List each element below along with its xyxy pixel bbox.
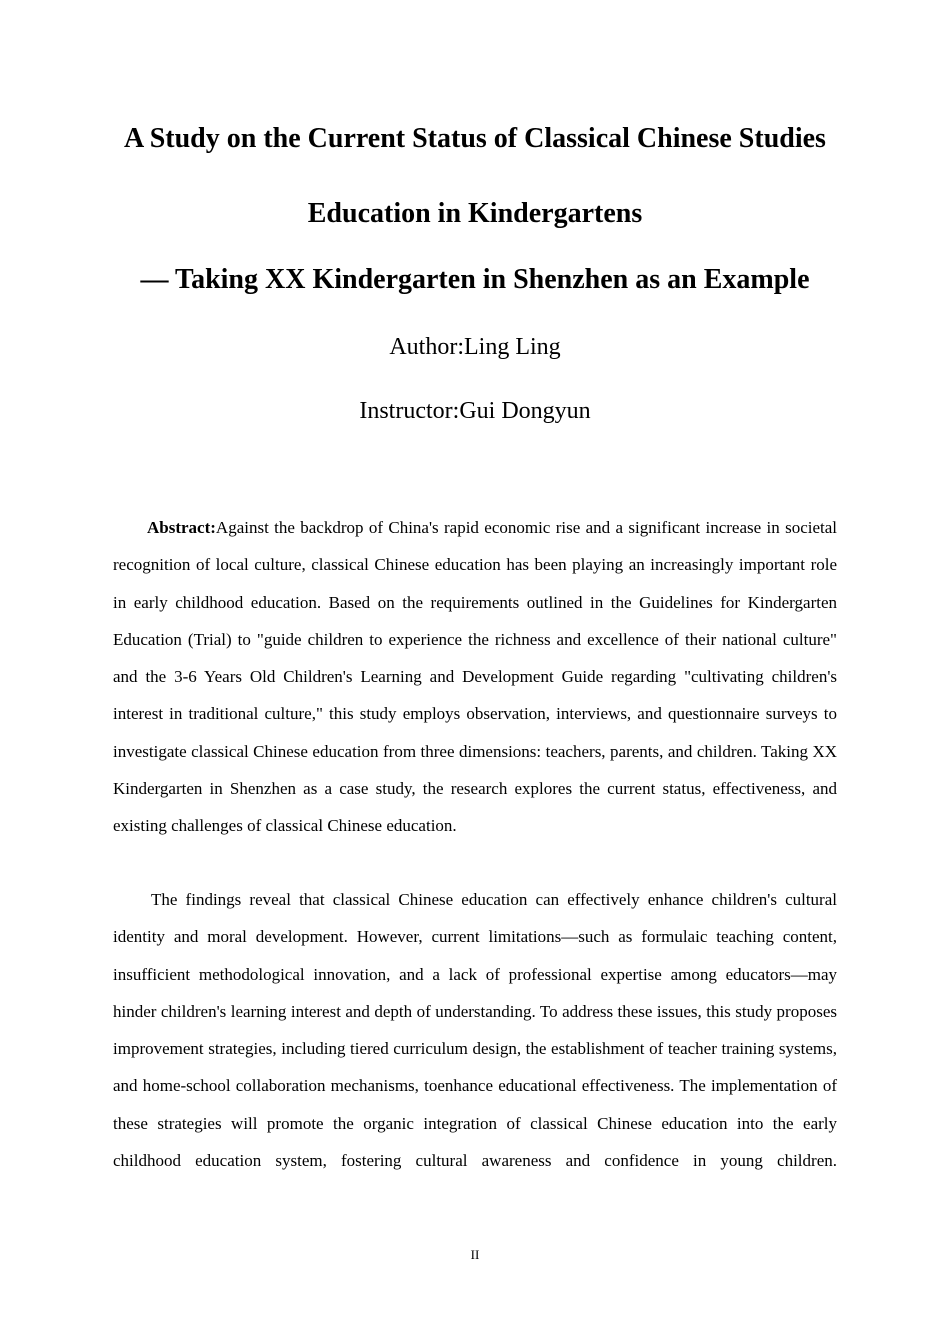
abstract-paragraph-1-text: Against the backdrop of China's rapid economic rise and a significant increase in societal recognition of local culture, classical Chinese education has been playing an increasingly important role in early childhood education. Based on the requirements outlined in the Guidelines for Kindergarten Education (Trial) to "guide children to experience the richness and excellence of their national culture" and the 3-6 Years Old Children's Learning and Development Guide regarding "cultivating children's interest in traditional culture," this study employs observation, interviews, and questionnaire surveys to investigate classical Chinese education from three dimensions: teachers, parents, and children. Taking XX Kindergarten in Shenzhen as a case study, the research explores the current status, effectiveness, and existing challenges of classical Chinese education. bbox=[113, 518, 837, 836]
title-line-2: Education in Kindergartens bbox=[307, 198, 643, 229]
author-line: Author:Ling Ling bbox=[389, 334, 561, 360]
abstract-paragraph-2: The findings reveal that classical Chinese education can effectively enhance children's cultural identity and moral development. However, current limitations—such as formulaic teaching content, insufficient methodological innovation, and a lack of professional expertise among educators—may hinder children's learning interest and depth of understanding. To address these issues, this study proposes improvement strategies, including tiered curriculum design, the establishment of teacher training systems, and home-school collaboration mechanisms, toenhance educational effectiveness. The implementation of these strategies will promote the organic integration of classical Chinese education into the early childhood education system, fostering cultural awareness and confidence in young children. bbox=[113, 890, 837, 1171]
instructor-line: Instructor:Gui Dongyun bbox=[359, 398, 591, 424]
title-line-1: A Study on the Current Status of Classical Chinese Studies bbox=[124, 123, 826, 154]
subtitle: — Taking XX Kindergarten in Shenzhen as an Example bbox=[140, 264, 810, 295]
abstract-paragraph-1 bbox=[113, 509, 837, 845]
page-number: II bbox=[470, 1247, 480, 1262]
abstract-label: Abstract: bbox=[147, 518, 216, 537]
